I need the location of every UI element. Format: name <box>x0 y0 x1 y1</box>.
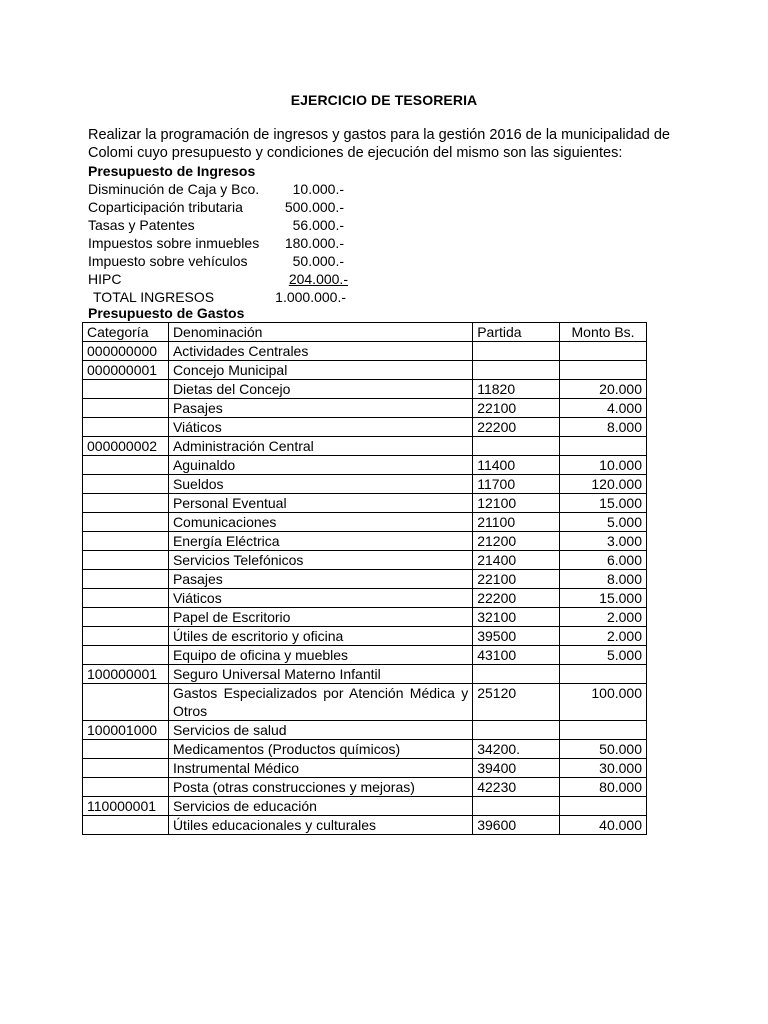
cell-monto <box>560 437 647 456</box>
cell-partida: 11400 <box>473 456 560 475</box>
cell-monto <box>560 797 647 816</box>
cell-monto <box>560 361 647 380</box>
cell-denominacion: Viáticos <box>168 418 472 437</box>
cell-categoria <box>83 627 169 646</box>
cell-partida: 22100 <box>473 399 560 418</box>
cell-partida: 22200 <box>473 589 560 608</box>
cell-partida: 32100 <box>473 608 560 627</box>
cell-denominacion: Administración Central <box>168 437 472 456</box>
table-row <box>83 361 647 380</box>
cell-denominacion: Sueldos <box>168 475 472 494</box>
cell-monto: 40.000 <box>560 816 647 835</box>
income-amount: 180.000.- <box>284 235 344 251</box>
cell-categoria <box>83 778 169 797</box>
cell-partida: 22100 <box>473 570 560 589</box>
cell-categoria <box>83 342 169 361</box>
table-row <box>83 513 647 532</box>
header-denominacion: Denominación <box>168 323 472 342</box>
cell-partida: 22200 <box>473 418 560 437</box>
cell-partida <box>473 665 560 684</box>
cell-monto: 8.000 <box>560 570 647 589</box>
cell-partida: 21400 <box>473 551 560 570</box>
cell-denominacion: Servicios Telefónicos <box>168 551 472 570</box>
cell-categoria <box>83 665 169 684</box>
cell-denominacion: Útiles educacionales y culturales <box>168 816 472 835</box>
table-row <box>83 759 647 778</box>
cell-monto: 120.000 <box>560 475 647 494</box>
cell-denominacion: Gastos Especializados por Atención Médica y Otros <box>168 684 472 721</box>
cell-monto <box>560 342 647 361</box>
cell-partida <box>473 342 560 361</box>
cell-partida: 39400 <box>473 759 560 778</box>
income-row <box>88 234 388 252</box>
expense-heading: Presupuesto de Gastos <box>88 305 245 321</box>
cell-categoria <box>83 532 169 551</box>
cell-categoria <box>83 456 169 475</box>
cell-denominacion: Papel de Escritorio <box>168 608 472 627</box>
cell-denominacion: Dietas del Concejo <box>168 380 472 399</box>
cell-denominacion: Comunicaciones <box>168 513 472 532</box>
table-row <box>83 418 647 437</box>
cell-monto: 2.000 <box>560 627 647 646</box>
cell-monto: 2.000 <box>560 608 647 627</box>
cell-denominacion: Útiles de escritorio y oficina <box>168 627 472 646</box>
cell-categoria <box>83 684 169 721</box>
income-total-amount: 1.000.000.- <box>275 289 346 305</box>
cell-monto: 80.000 <box>560 778 647 797</box>
cell-partida: 43100 <box>473 646 560 665</box>
cell-partida <box>473 797 560 816</box>
table-header-row <box>83 323 647 342</box>
cell-categoria <box>83 759 169 778</box>
cell-partida: 39500 <box>473 627 560 646</box>
cell-partida: 39600 <box>473 816 560 835</box>
cell-partida <box>473 361 560 380</box>
table-row <box>83 627 647 646</box>
expense-table <box>82 322 647 835</box>
cell-categoria <box>83 740 169 759</box>
table-row <box>83 380 647 399</box>
cell-denominacion: Concejo Municipal <box>168 361 472 380</box>
income-label: Disminución de Caja y Bco. <box>88 181 260 197</box>
income-amount: 56.000.- <box>292 217 344 233</box>
table-row <box>83 399 647 418</box>
cell-categoria <box>83 418 169 437</box>
cell-monto: 50.000 <box>560 740 647 759</box>
income-row <box>88 216 388 234</box>
table-row <box>83 740 647 759</box>
category-code: 000000001 <box>87 362 158 378</box>
income-amount-value: 204.000.- <box>288 271 348 287</box>
cell-categoria <box>83 797 169 816</box>
category-code: 100000001 <box>87 666 158 682</box>
table-row <box>83 646 647 665</box>
cell-categoria <box>83 399 169 418</box>
income-label: Impuestos sobre inmuebles <box>88 235 260 251</box>
intro-paragraph: Realizar la programación de ingresos y gastos para la gestión 2016 de la municipalidad de Colomi cuyo presupuesto y condiciones de ejecución del mismo son las siguientes: <box>88 127 670 161</box>
document-title: EJERCICIO DE TESORERIA <box>290 92 478 108</box>
income-amount <box>261 270 348 288</box>
cell-categoria <box>83 551 169 570</box>
cell-partida: 12100 <box>473 494 560 513</box>
cell-denominacion: Posta (otras construcciones y mejoras) <box>168 778 472 797</box>
table-row <box>83 532 647 551</box>
income-label: Tasas y Patentes <box>88 217 195 233</box>
cell-monto <box>560 721 647 740</box>
income-total-label: TOTAL INGRESOS <box>93 289 215 305</box>
cell-monto: 8.000 <box>560 418 647 437</box>
cell-denominacion: Actividades Centrales <box>168 342 472 361</box>
cell-categoria <box>83 608 169 627</box>
table-row <box>83 665 647 684</box>
income-label: Coparticipación tributaria <box>88 199 243 215</box>
cell-monto <box>560 665 647 684</box>
cell-denominacion: Seguro Universal Materno Infantil <box>168 665 472 684</box>
income-amount: 50.000.- <box>292 253 344 269</box>
cell-denominacion: Pasajes <box>168 570 472 589</box>
income-total-row <box>88 288 388 306</box>
cell-monto: 6.000 <box>560 551 647 570</box>
cell-monto: 3.000 <box>560 532 647 551</box>
cell-monto: 10.000 <box>560 456 647 475</box>
income-row <box>88 270 388 288</box>
cell-partida: 25120 <box>473 684 560 721</box>
header-partida: Partida <box>473 323 560 342</box>
cell-categoria <box>83 380 169 399</box>
income-heading: Presupuesto de Ingresos <box>88 163 256 179</box>
table-row <box>83 494 647 513</box>
income-label: Impuesto sobre vehículos <box>88 253 248 269</box>
cell-categoria <box>83 494 169 513</box>
cell-monto: 15.000 <box>560 589 647 608</box>
cell-denominacion: Pasajes <box>168 399 472 418</box>
cell-monto: 15.000 <box>560 494 647 513</box>
cell-categoria <box>83 816 169 835</box>
cell-categoria <box>83 475 169 494</box>
cell-denominacion: Servicios de salud <box>168 721 472 740</box>
table-row <box>83 456 647 475</box>
income-amount: 500.000.- <box>284 199 344 215</box>
cell-partida: 21100 <box>473 513 560 532</box>
income-row <box>88 180 388 198</box>
cell-monto: 5.000 <box>560 646 647 665</box>
cell-categoria <box>83 570 169 589</box>
income-amount: 10.000.- <box>292 181 344 197</box>
cell-monto: 4.000 <box>560 399 647 418</box>
income-row <box>88 252 388 270</box>
cell-categoria <box>83 513 169 532</box>
cell-monto: 20.000 <box>560 380 647 399</box>
cell-partida: 21200 <box>473 532 560 551</box>
cell-partida: 34200. <box>473 740 560 759</box>
table-row <box>83 797 647 816</box>
cell-denominacion: Instrumental Médico <box>168 759 472 778</box>
category-code: 000000002 <box>87 438 158 454</box>
income-list <box>88 180 388 306</box>
cell-denominacion: Aguinaldo <box>168 456 472 475</box>
cell-partida: 42230 <box>473 778 560 797</box>
table-row <box>83 437 647 456</box>
cell-partida <box>473 721 560 740</box>
table-row <box>83 721 647 740</box>
table-row <box>83 684 647 721</box>
cell-categoria <box>83 721 169 740</box>
cell-categoria <box>83 361 169 380</box>
cell-denominacion: Equipo de oficina y muebles <box>168 646 472 665</box>
cell-denominacion: Personal Eventual <box>168 494 472 513</box>
cell-monto: 100.000 <box>560 684 647 721</box>
cell-monto: 30.000 <box>560 759 647 778</box>
table-row <box>83 589 647 608</box>
table-row <box>83 551 647 570</box>
category-code: 100001000 <box>87 722 158 738</box>
cell-denominacion: Medicamentos (Productos químicos) <box>168 740 472 759</box>
cell-monto: 5.000 <box>560 513 647 532</box>
table-row <box>83 608 647 627</box>
cell-categoria <box>83 646 169 665</box>
cell-categoria <box>83 589 169 608</box>
header-categoria: Categoría <box>83 323 169 342</box>
cell-denominacion: Servicios de educación <box>168 797 472 816</box>
cell-categoria <box>83 437 169 456</box>
income-label: HIPC <box>88 271 122 287</box>
category-code: 000000000 <box>87 343 158 359</box>
income-row <box>88 198 388 216</box>
cell-denominacion: Energía Eléctrica <box>168 532 472 551</box>
table-row <box>83 342 647 361</box>
category-code: 110000001 <box>87 798 157 814</box>
cell-partida <box>473 437 560 456</box>
table-row <box>83 816 647 835</box>
table-row <box>83 570 647 589</box>
cell-partida: 11820 <box>473 380 560 399</box>
cell-partida: 11700 <box>473 475 560 494</box>
table-row <box>83 475 647 494</box>
cell-denominacion: Viáticos <box>168 589 472 608</box>
table-row <box>83 778 647 797</box>
header-monto: Monto Bs. <box>560 323 647 342</box>
